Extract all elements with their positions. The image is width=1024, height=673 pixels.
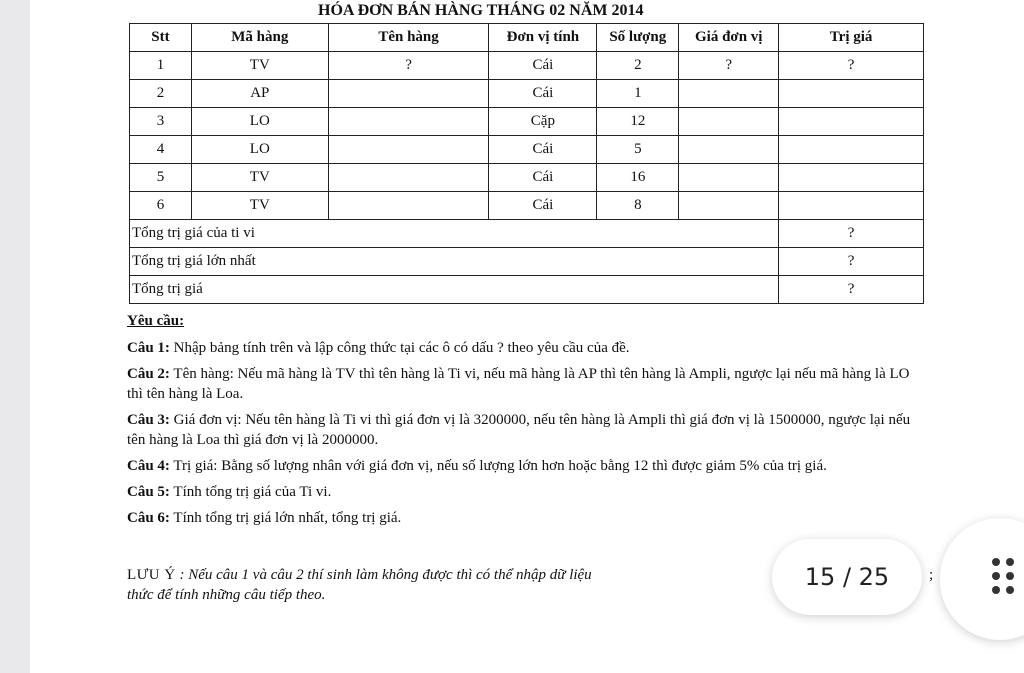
cell (679, 108, 779, 136)
cell: Cái (489, 164, 597, 192)
header-don-vi-tinh: Đơn vị tính (489, 24, 597, 52)
requirement-item (127, 456, 927, 476)
cell: 8 (597, 192, 679, 220)
cell (328, 136, 489, 164)
summary-label: Tổng trị giá lớn nhất (130, 248, 779, 276)
cell (779, 192, 924, 220)
cell: ? (679, 52, 779, 80)
cell (328, 80, 489, 108)
requirement-label: Câu 2: (127, 366, 170, 382)
table-row (130, 52, 924, 80)
requirement-label: Câu 5: (127, 484, 170, 500)
cell: TV (191, 164, 328, 192)
cell: 2 (597, 52, 679, 80)
requirement-label: Câu 1: (127, 340, 170, 356)
header-gia-don-vi: Giá đơn vị (679, 24, 779, 52)
table-row (130, 164, 924, 192)
summary-value: ? (779, 220, 924, 248)
cell: 6 (130, 192, 192, 220)
summary-value: ? (779, 276, 924, 304)
requirements-list (127, 338, 927, 534)
table-row (130, 80, 924, 108)
cell: 12 (597, 108, 679, 136)
note-label: LƯU Ý (127, 567, 176, 583)
cell (679, 136, 779, 164)
cell (328, 192, 489, 220)
cell: Cái (489, 192, 597, 220)
cell: AP (191, 80, 328, 108)
header-ten-hang: Tên hàng (328, 24, 489, 52)
requirement-text: Nhập bảng tính trên và lập công thức tại các ô có dấu ? theo yêu cầu của đề. (169, 340, 630, 356)
page-indicator[interactable] (772, 539, 922, 615)
cell: LO (191, 108, 328, 136)
summary-label: Tổng trị giá (130, 276, 779, 304)
cell: LO (191, 136, 328, 164)
requirement-item (127, 410, 927, 450)
requirement-text: Tính tổng trị giá lớn nhất, tổng trị giá. (169, 510, 402, 526)
requirement-item (127, 338, 927, 358)
cell: ? (779, 52, 924, 80)
requirement-item (127, 482, 927, 502)
table-row (130, 136, 924, 164)
cell (779, 164, 924, 192)
cell (679, 192, 779, 220)
cell: Cái (489, 52, 597, 80)
cell (679, 80, 779, 108)
grid-dots-icon (992, 558, 1018, 598)
requirement-text: Tính tổng trị giá của Ti vi. (169, 484, 332, 500)
requirement-label: Câu 4: (127, 458, 170, 474)
cell: 5 (130, 164, 192, 192)
cell (779, 80, 924, 108)
cell: 4 (130, 136, 192, 164)
table-header-row (130, 24, 924, 52)
cell: Cái (489, 136, 597, 164)
table-row (130, 192, 924, 220)
cell (328, 108, 489, 136)
note-text: : Nếu câu 1 và câu 2 thí sinh làm không được thì có thể nhập dữ liệu (175, 567, 592, 583)
table-row (130, 108, 924, 136)
cell (779, 136, 924, 164)
header-tri-gia: Trị giá (779, 24, 924, 52)
invoice-table (129, 23, 924, 304)
document-page: HÓA ĐƠN BÁN HÀNG THÁNG 02 NĂM 2014 Stt Mã hàng Tên hàng Đơn vị tính Số lượng Giá đơn vị Trị giá 1 TV ? Cái 2 ? ? 2 AP Cái 1 3 LO Cặp 12 4 LO Cái 5 5 TV Cái 16 6 TV Cái 8 Tổng trị giá của ti vi ? Tổng trị giá lớn nhất ? Tổng trị giá ? Yêu cầu: Câu 1: Nhập bảng tính trên và lập công thức tại các ô có dấu ? theo yêu cầu của đề. Câu 2: Tên hàng: Nếu mã hàng là TV thì tên hàng là Ti vi, nếu mã hàng là AP thì tên hàng là Ampli, ngược lại nếu mã hàng là LO thì tên hàng là Loa. Câu 3: Giá đơn vị: Nếu tên hàng là Ti vi thì giá đơn vị là 3200000, nếu tên hàng là Ampli thì giá đơn vị là 1500000, ngược lại nếu tên hàng là Loa thì giá đơn vị là 2000000. Câu 4: Trị giá: Bằng số lượng nhân với giá đơn vị, nếu số lượng lớn hơn hoặc bằng 12 thì được giảm 5% của trị giá. Câu 5: Tính tổng trị giá của Ti vi. Câu 6: Tính tổng trị giá lớn nhất, tổng trị giá. LƯU Ý : Nếu câu 1 và câu 2 thí sinh làm không được thì có thể nhập dữ liệu ; thức để tính những câu tiếp theo. (30, 0, 1024, 673)
requirement-text: Tên hàng: Nếu mã hàng là TV thì tên hàng là Ti vi, nếu mã hàng là AP thì tên hàng là Ampli, ngược lại nếu mã hàng là LO thì tên hàng là Loa. (127, 366, 910, 402)
cell: 3 (130, 108, 192, 136)
summary-label: Tổng trị giá của ti vi (130, 220, 779, 248)
header-stt: Stt (130, 24, 192, 52)
summary-value: ? (779, 248, 924, 276)
cell: TV (191, 52, 328, 80)
cell: Cặp (489, 108, 597, 136)
note-text-end: ; (929, 567, 934, 583)
requirement-text: Giá đơn vị: Nếu tên hàng là Ti vi thì giá đơn vị là 3200000, nếu tên hàng là Ampli thì giá đơn vị là 1500000, ngược lại nếu tên hàng là Loa thì giá đơn vị là 2000000. (127, 412, 911, 448)
cell: 1 (597, 80, 679, 108)
header-ma-hang: Mã hàng (191, 24, 328, 52)
summary-row-max-total (130, 248, 924, 276)
requirement-item (127, 364, 927, 404)
cell: 2 (130, 80, 192, 108)
cell (779, 108, 924, 136)
requirement-item (127, 508, 927, 528)
cell: 16 (597, 164, 679, 192)
cell (679, 164, 779, 192)
summary-row-grand-total (130, 276, 924, 304)
cell: Cái (489, 80, 597, 108)
requirement-text: Trị giá: Bằng số lượng nhân với giá đơn vị, nếu số lượng lớn hơn hoặc bằng 12 thì được giảm 5% của trị giá. (169, 458, 827, 474)
cell: 1 (130, 52, 192, 80)
note-line2: thức để tính những câu tiếp theo. (127, 587, 326, 603)
cell (328, 164, 489, 192)
cell: TV (191, 192, 328, 220)
cell: ? (328, 52, 489, 80)
requirement-label: Câu 3: (127, 412, 170, 428)
requirement-label: Câu 6: (127, 510, 170, 526)
cell: 5 (597, 136, 679, 164)
header-so-luong: Số lượng (597, 24, 679, 52)
requirements-heading: Yêu cầu: (127, 313, 185, 329)
page-indicator-text: 15 / 25 (804, 563, 890, 591)
summary-row-tv-total (130, 220, 924, 248)
